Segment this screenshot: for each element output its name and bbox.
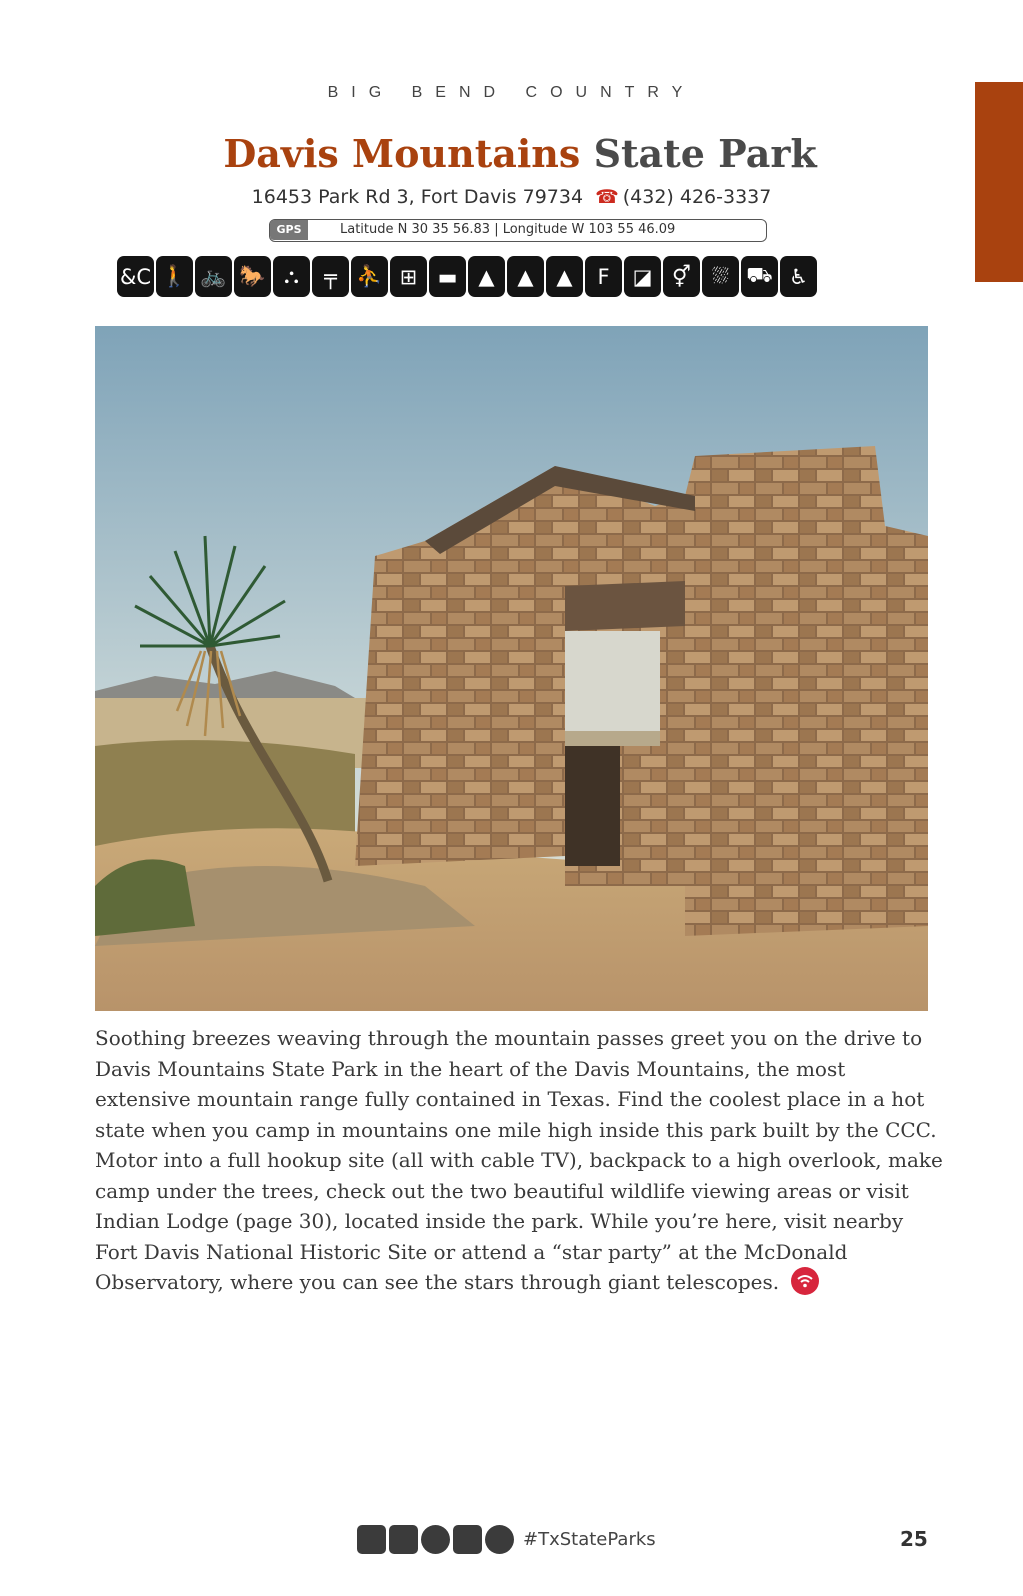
address: 16453 Park Rd 3, Fort Davis 79734 (251, 186, 584, 208)
contact-line (0, 186, 1023, 208)
tent-camping-icon: ▲ (507, 256, 544, 297)
ccc-icon: &C (117, 256, 154, 297)
phone-icon: ☎ (595, 186, 619, 208)
title-park-type: State Park (593, 131, 817, 176)
interpretive-trail-icon: ⛬ (273, 256, 310, 297)
instagram-icon[interactable] (453, 1525, 482, 1554)
restrooms-icon: ⚥ (663, 256, 700, 297)
youtube-icon[interactable] (389, 1525, 418, 1554)
camping-water-electric-icon: ▲ (468, 256, 505, 297)
hiking-icon: 🚶 (156, 256, 193, 297)
page-number: 25 (900, 1527, 928, 1551)
gps-coordinates (269, 219, 767, 242)
showers-icon: ⛆ (702, 256, 739, 297)
wifi-icon (791, 1267, 819, 1295)
amenity-icons (117, 256, 920, 297)
social-bar (357, 1525, 656, 1554)
nature-icon: ◪ (624, 256, 661, 297)
phone-number[interactable]: (432) 426-3337 (622, 186, 772, 208)
rv-dump-station-icon: ⛟ (741, 256, 778, 297)
primitive-camping-water-icon: ▲ (546, 256, 583, 297)
hashtag[interactable]: #TxStateParks (523, 1529, 656, 1550)
page-title (0, 132, 1023, 176)
accessible-icon: ♿ (780, 256, 817, 297)
group-picnic-icon: ⊞ (390, 256, 427, 297)
park-photo (95, 326, 928, 1011)
day-use-icon: ⛹ (351, 256, 388, 297)
lodging-icon: ▬ (429, 256, 466, 297)
twitter-icon[interactable] (485, 1525, 514, 1554)
fishing-icon: F (585, 256, 622, 297)
pinterest-icon[interactable] (421, 1525, 450, 1554)
gps-text: Latitude N 30 35 56.83 | Longitude W 103 55 46.09 (340, 222, 676, 237)
description-text: Soothing breezes weaving through the mountain passes greet you on the drive to Davis Mountains State Park in the heart of the Davis Mountains, the most extensive mountain range fully contained in Texas. Find the coolest place in a hot state when you camp in mountains one mile high inside this park built by the CCC. Motor into a full hookup site (all with cable TV), backpack to a high overlook, make camp under the trees, check out the two beautiful wildlife viewing areas or visit Indian Lodge (page 30), located inside the park. While you’re here, visit nearby Fort Davis National Historic Site or attend a “star party” at the McDonald Observatory, where you can see the stars through giant telescopes. (95, 1026, 943, 1294)
picnic-table-icon: ╤ (312, 256, 349, 297)
facebook-icon[interactable] (357, 1525, 386, 1554)
gps-badge: GPS (270, 220, 308, 240)
title-park-name: Davis Mountains (223, 131, 581, 176)
section-color-tab (975, 82, 1023, 282)
section-label: BIG BEND COUNTRY (327, 84, 696, 101)
description (95, 1023, 945, 1298)
equestrian-icon: 🐎 (234, 256, 271, 297)
biking-icon: 🚲 (195, 256, 232, 297)
